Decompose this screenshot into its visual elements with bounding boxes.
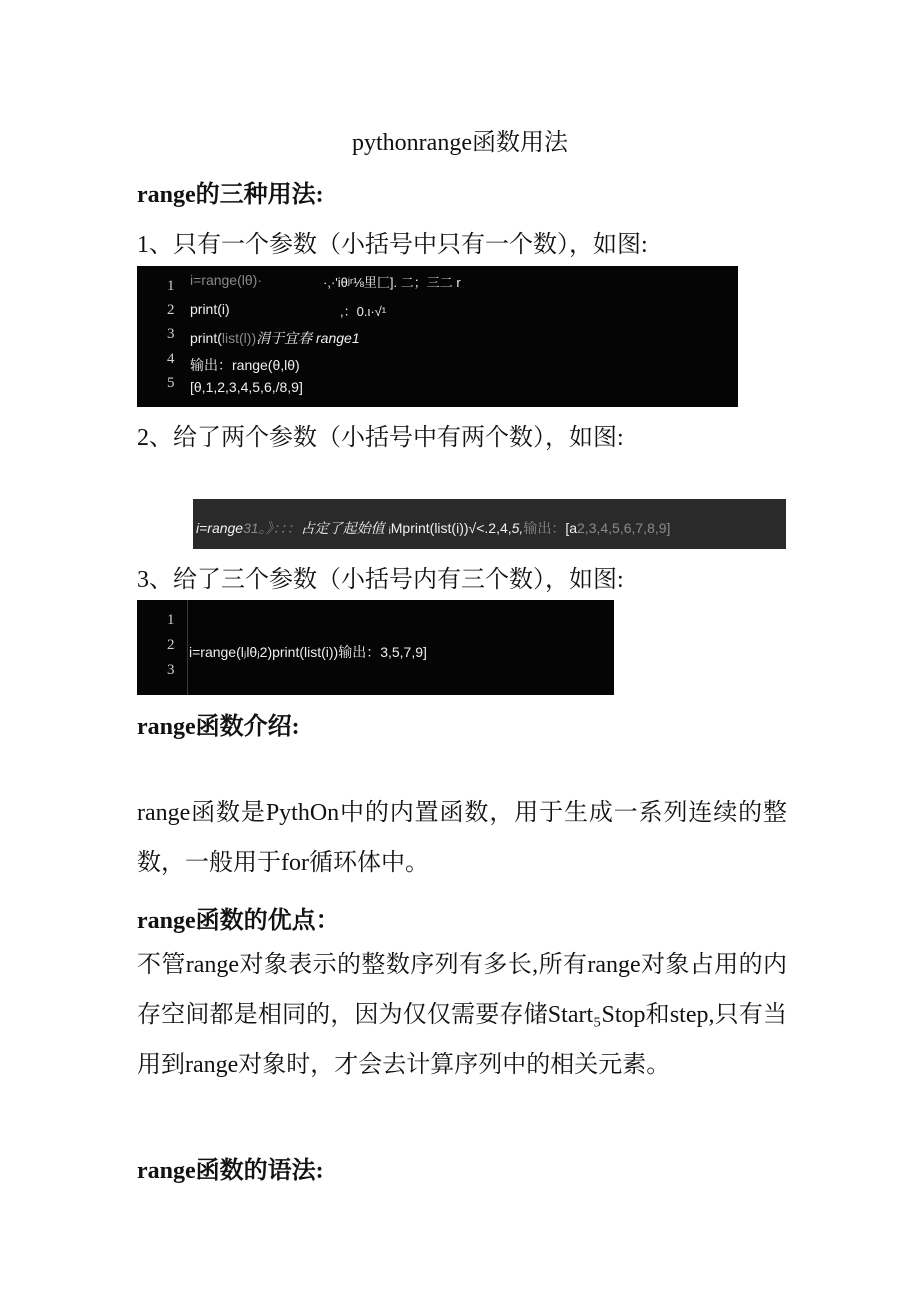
heading-intro: range函数介绍:	[137, 714, 300, 740]
code-block-three	[137, 600, 614, 695]
line-number: 4	[167, 351, 175, 367]
code-line: print(i)	[190, 301, 230, 317]
code-line: print(list(l))涓于宜春 range1	[190, 330, 360, 346]
line-number: 3	[167, 326, 175, 342]
intro-paragraph: range函数是PythOn中的内置函数，用于生成一系列连续的整数，一般用于for循环体中。	[137, 800, 787, 876]
code-block-one	[137, 266, 738, 407]
code-line: ·,·'iθʲʳ⅛里匚]. 二；三二 r	[323, 275, 461, 290]
line-number: 2	[167, 302, 175, 318]
heading-usage: range的三种用法:	[137, 182, 324, 208]
line-number: 5	[167, 375, 175, 391]
page-title: pythonrange函数用法	[352, 130, 568, 156]
code-line: 输出：range(θ,lθ)	[190, 357, 300, 373]
line-number: 3	[167, 662, 175, 678]
section-three-params: 3、给了三个参数（小括号内有三个数），如图:	[137, 567, 624, 593]
code-line: i=range31。》：：：占定了起始值 ᵢMprint(list(i))√<.2,4,5,输出：[a2,3,4,5,6,7,8,9]	[196, 520, 671, 536]
code-line: [θ,1,2,3,4,5,6,/8,9]	[190, 379, 303, 395]
heading-advantages: range函数的优点：	[137, 908, 340, 934]
code-block-two	[193, 499, 786, 549]
code-line: i=range(lⱼlθⱼ2)print(list(i))输出：3,5,7,9]	[189, 644, 427, 660]
code-line: ,：0.ι·√¹	[340, 304, 387, 319]
heading-syntax: range函数的语法:	[137, 1158, 324, 1184]
line-number: 2	[167, 637, 175, 653]
code-line: i=range(lθ)·	[190, 272, 262, 288]
gutter-divider	[187, 600, 188, 695]
line-number: 1	[167, 612, 175, 628]
section-two-params: 2、给了两个参数（小括号中有两个数），如图:	[137, 425, 624, 451]
line-number: 1	[167, 278, 175, 294]
section-one-params: 1、只有一个参数（小括号中只有一个数），如图:	[137, 232, 648, 258]
advantages-paragraph: 不管range对象表示的整数序列有多长,所有range对象占用的内存空间都是相同的，因为仅仅需要存储Start₅Stop和step,只有当用到range对象时，才会去计算序列中的相关元素。	[137, 952, 787, 1078]
